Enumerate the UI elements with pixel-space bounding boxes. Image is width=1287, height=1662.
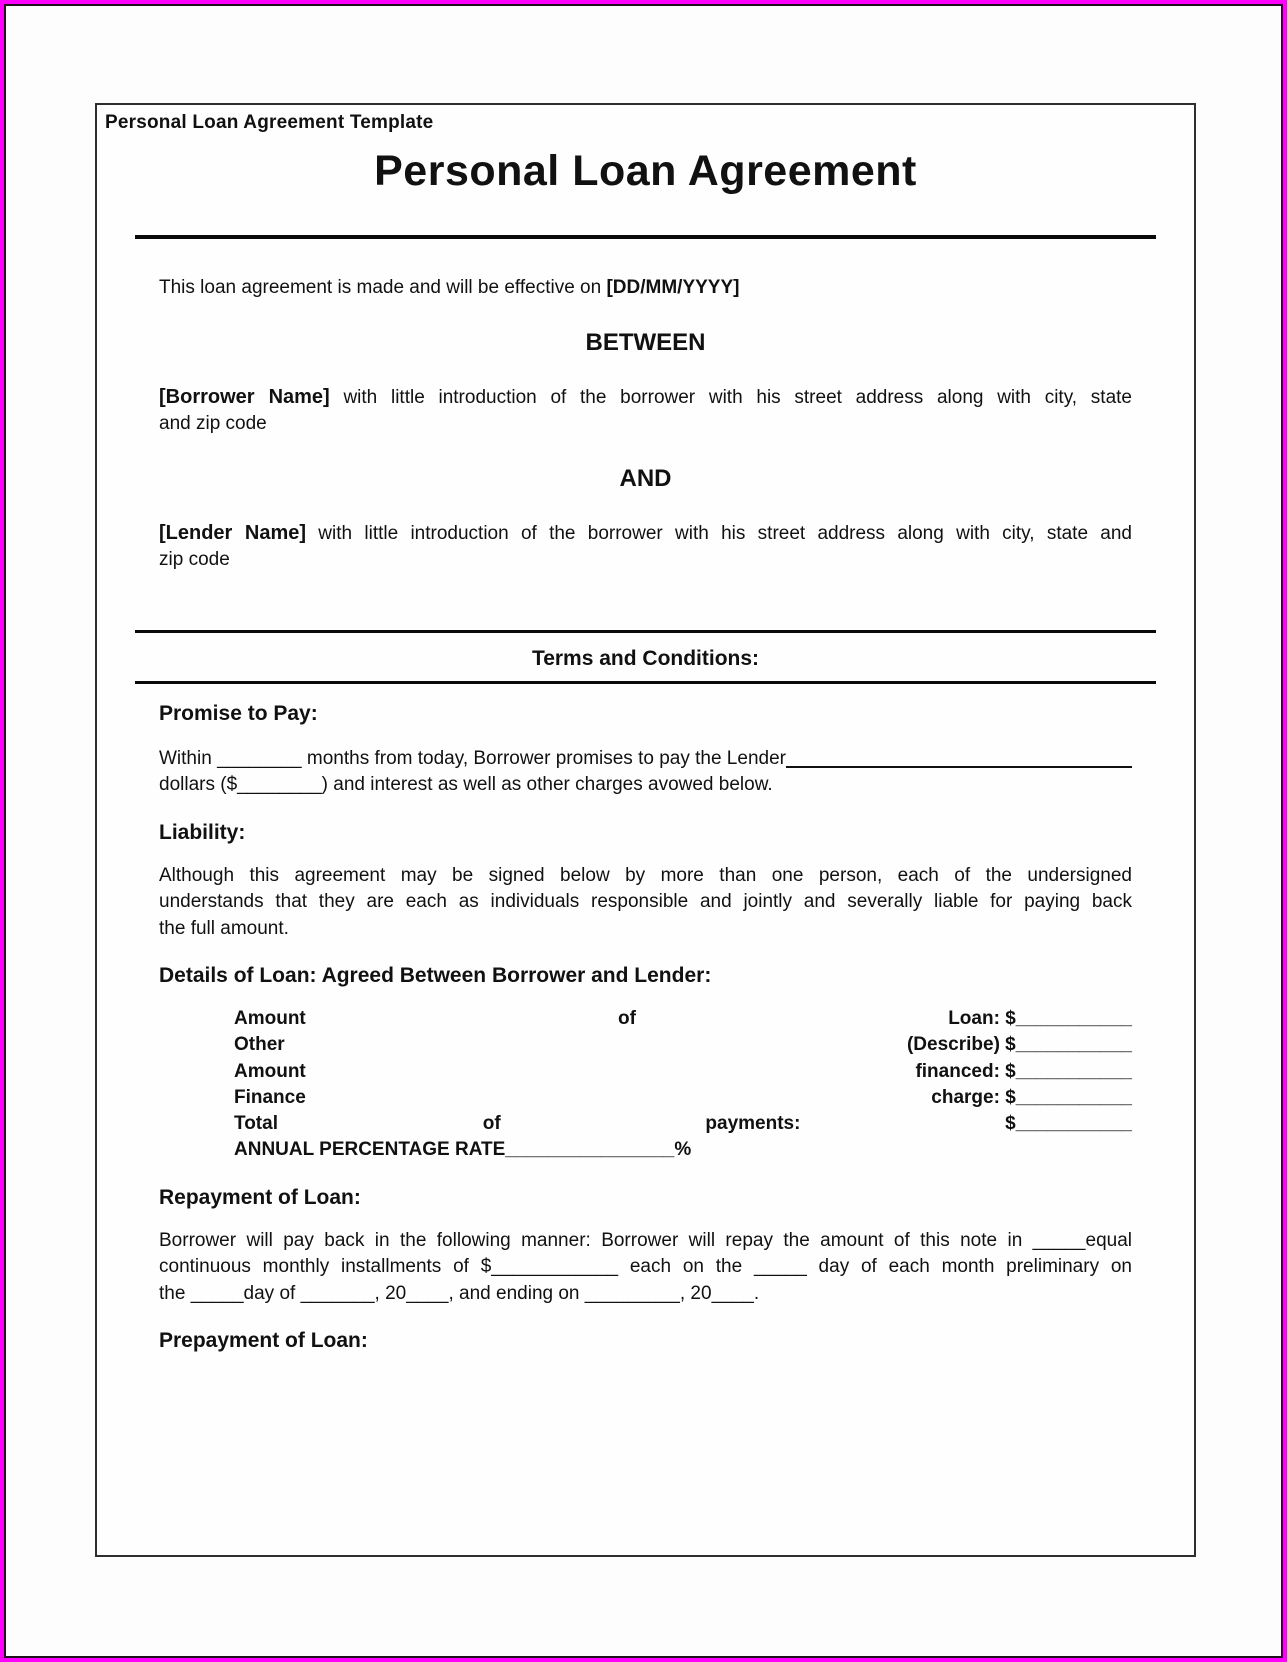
terms-divider-top <box>135 630 1156 633</box>
details-cell: Amount <box>234 1060 306 1082</box>
template-label: Personal Loan Agreement Template <box>105 112 434 133</box>
effective-date-value: [DD/MM/YYYY] <box>606 277 740 298</box>
details-cell: of <box>482 1113 501 1135</box>
details-cell: (Describe) $___________ <box>906 1034 1132 1056</box>
intro-section <box>97 275 1194 574</box>
loan-details-row-amount-financed <box>234 1059 1132 1085</box>
details-cell: of <box>618 1008 636 1029</box>
liability-line-2: understands that they are each as individuals responsible and jointly and severally liable for paying back <box>159 891 1132 912</box>
details-cell: Other <box>234 1034 285 1056</box>
details-cell: payments: <box>705 1113 801 1135</box>
repayment-heading: Repayment of Loan: <box>159 1185 361 1209</box>
lender-paragraph <box>159 520 1132 574</box>
and-heading: AND <box>619 464 672 492</box>
title-divider <box>135 235 1156 239</box>
lender-blank-line <box>786 766 1132 768</box>
effective-date-line <box>159 275 1132 302</box>
lender-line-1 <box>159 520 1132 548</box>
loan-details-block <box>159 1006 1132 1164</box>
apr-line: ANNUAL PERCENTAGE RATE________________% <box>234 1139 692 1161</box>
terms-divider-bottom <box>135 681 1156 684</box>
borrower-name: [Borrower Name] <box>159 385 330 408</box>
repayment-line-3: the _____day of _______, 20____, and ending on _________, 20____. <box>159 1282 760 1304</box>
terms-body <box>97 700 1194 1396</box>
liability-paragraph <box>159 863 1132 943</box>
lender-name: [Lender Name] <box>159 521 307 544</box>
promise-line-1-text: Within ________ months from today, Borrower promises to pay the Lender <box>159 747 786 769</box>
bottom-spacer <box>159 1355 1132 1395</box>
details-cell: Total <box>234 1113 278 1135</box>
liability-line-3: the full amount. <box>159 917 289 939</box>
borrower-line-1 <box>159 384 1132 412</box>
document-title: Personal Loan Agreement <box>374 147 917 195</box>
details-cell: charge: $___________ <box>931 1086 1132 1108</box>
lender-line-1-text: with little introduction of the borrower with his street address along with city, state and <box>306 522 1132 544</box>
details-cell: Finance <box>234 1086 306 1108</box>
loan-details-row-total-payments <box>234 1111 1132 1137</box>
loan-details-row-other-describe <box>234 1032 1132 1058</box>
prepayment-heading: Prepayment of Loan: <box>159 1329 368 1353</box>
document-sheet <box>95 103 1196 1557</box>
lender-line-2: zip code <box>159 549 230 570</box>
details-cell: Amount <box>234 1008 306 1029</box>
repayment-line-1: Borrower will pay back in the following manner: Borrower will repay the amount of this note in _____equal <box>159 1229 1132 1251</box>
repayment-line-2: continuous monthly installments of $____________ each on the _____ day of each month preliminary on <box>159 1256 1132 1278</box>
terms-heading: Terms and Conditions: <box>531 646 760 670</box>
promise-line-1 <box>159 746 1132 773</box>
details-cell: financed: $___________ <box>915 1060 1132 1082</box>
promise-heading: Promise to Pay: <box>159 701 318 725</box>
details-cell: $___________ <box>1005 1113 1132 1135</box>
borrower-line-1-text: with little introduction of the borrower with his street address along with city, state <box>329 386 1132 408</box>
promise-line-2: dollars ($________) and interest as well as other charges avowed below. <box>159 774 773 795</box>
borrower-paragraph <box>159 384 1132 438</box>
borrower-line-2: and zip code <box>159 413 267 434</box>
promise-paragraph <box>159 746 1132 799</box>
between-heading: BETWEEN <box>585 328 706 356</box>
liability-heading: Liability: <box>159 820 246 844</box>
loan-details-row-amount-of-loan <box>234 1006 1132 1032</box>
repayment-paragraph <box>159 1228 1132 1308</box>
page-frame-inner <box>4 4 1283 1658</box>
effective-date-prefix: This loan agreement is made and will be effective on <box>159 277 607 298</box>
details-heading: Details of Loan: Agreed Between Borrower and Lender: <box>159 964 712 987</box>
loan-details-row-finance-charge <box>234 1085 1132 1111</box>
liability-line-1: Although this agreement may be signed below by more than one person, each of the undersigned <box>159 864 1132 886</box>
details-cell: Loan: $___________ <box>948 1008 1132 1029</box>
